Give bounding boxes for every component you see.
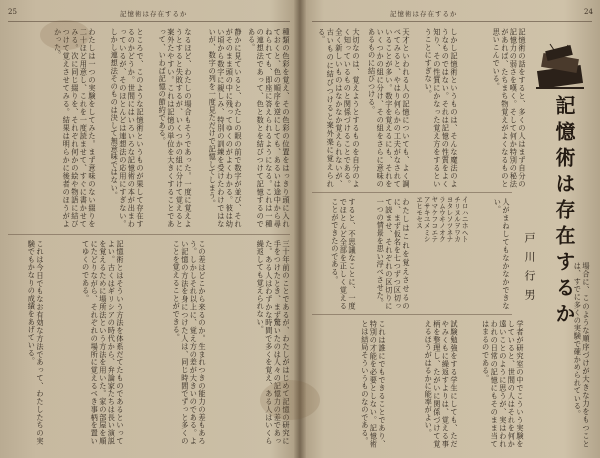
books-illustration	[532, 42, 588, 94]
right-text-column-11: これは誰にでもできることであり、特別の才能を必要としない。記憶術とは結局そういうものなのである。	[360, 320, 387, 448]
left-text-column-4: ところで、このような記憶術というものが果して存在するのかどうか。世間にはいろいろな記憶術の本が出まわっているが、そのほとんどは連想法の応用にすぎない。しかし連想法そのものは決して無意味ではない。	[110, 28, 145, 228]
right-text-column-1: 記憶術の話をすると、多くの人はまず自分の記憶力の弱さを嘆く。そして何か特別の秘法があれば、たちまち物覚えがよくなるものと思いこんでいる。	[492, 28, 527, 188]
right-head-rule	[312, 21, 592, 22]
kana-list-item: ラムウヰノオク	[437, 196, 446, 243]
kana-list-item: ヤマケフコエテ	[429, 196, 438, 243]
left-text-column-6: 三十年前のことであるが、わたしがはじめて記憶の研究に手をつけたとき、まず驚いたのは人々の記憶力の差であった。ある人はわずかな時間で多くを覚え、ある人はいくら繰返しても覚えられない。	[256, 240, 291, 445]
right-page-number: 24	[584, 8, 593, 16]
left-running-head: 記憶術は存在するか	[120, 10, 188, 18]
right-text-column-10: 試験勉強をする学生にしても、ただやみくもに繰返すよりは、覚える事柄を整理し、たがいに関係づけて覚えるほうがはるかに能率がよい。	[424, 320, 459, 448]
article-title: 記憶術は存在するか	[552, 95, 576, 329]
right-text-column-3: 天才といわれる人の記憶についても、よく調べてみると、やはり何らかの工夫がなされていることが多い。数字を覚えるにも、それをいくつかの組に分け、その組をさらに意味のあるものに結びつける。	[367, 28, 411, 188]
kana-list-item: チリヌルヲワカ	[452, 196, 461, 243]
paper-stain	[40, 20, 90, 50]
kana-list-item: アサキユメミシ	[422, 196, 431, 243]
kana-list-item: ヨタレソツネナ	[444, 196, 453, 243]
kana-list	[414, 196, 467, 242]
right-upper-divider	[312, 192, 512, 193]
left-text-column-9: これは今日でもなお有効な方法であって、わたしたちの実験でもかなりの成績をあげている。	[27, 240, 45, 445]
right-text-column-6: わたしはこれを覚えさせるのに、まず仮名を七つずつ区切って読ませ、それぞれの区切りに一つの情景を思い浮べさせた。	[376, 198, 411, 310]
left-page-number: 25	[8, 8, 17, 16]
right-text-column-4: 大切なのは、覚えようとするものを自分のよく知っているものと関係づけることである。全く新しいものはなかなか覚えられないが、古いものに結びつけると案外楽に覚えられる。	[317, 28, 361, 188]
kana-list-item: イロハニホヘト	[460, 196, 469, 243]
right-text-column-2: しかし記憶術というものは、そんな魔法のようなものではない。それは記憶の性質をよく知り、その性質にかなった覚え方をするということにすぎない。	[424, 28, 459, 188]
right-lower-divider	[312, 314, 512, 315]
right-text-column-7: すると、不思議なことに、一度でほとんど全部を正しく覚えることができたのである。	[330, 198, 357, 310]
right-text-column-5: 人がまねしてもなかなかできない。	[493, 198, 511, 310]
kana-list-item: ヱヒモセス	[414, 196, 423, 229]
left-text-column-1: 種類の色彩を覚え、その色彩の位置をはっきり頭に入れておくと、色の順序を逆にしても、あるいは途中から尋ねられても、即座に答えられるようになる。これは一種の連想法であって、色と数とを結びつけて記憶するのである。	[247, 28, 291, 228]
left-page	[0, 0, 296, 458]
left-column-divider	[8, 234, 290, 235]
left-text-column-7: この差はどこから来るのか。生まれつきの能力の差もあろう。しかしそれ以上に、覚え方の差が大きいのである。よい記憶の方法を身につけた人は、同じ時間でずっと多くのことを覚えることができる。	[172, 240, 207, 445]
left-text-column-8: 記憶術とはそういう方法を体系だてたものであるといってよい。古くはギリシアの時代から、弁論家たちは長い演説を覚えるために場所法という方法を用いた。家の部屋を順にたどりながら、それぞれの場所に覚えるべき事柄を置いてゆくのである。	[81, 240, 125, 445]
paper-stain	[260, 380, 320, 420]
right-running-head: 記憶術は存在するか	[390, 10, 458, 18]
left-text-column-3: なるほど、わたしの場合もそうであった。一度に覚えようとすると失敗するが、いくつかの組に分けて覚えると案外たやすい。これは記憶の単位を大きくすることであって、いわば記憶の節約である。	[158, 28, 193, 228]
right-text-column-8: 場合に、このような順序づけが大きな力をもつことは、すでに多くの実験で確かめられている。	[573, 262, 591, 448]
right-text-column-9: 学者が研究室の中でこういう実験をしていると、世間の人はそれを何か遠いことのように思うが、実はわれわれの日常の記憶にもそのまま当てはまるのである。	[481, 320, 525, 448]
left-text-column-2: 静かに見ていると、わたしの眼の前で数字が並び、それがそのまま頭の中に残ってゆくのがよくわかる。彼は幼い頃から数字に親しみ、特別の訓練を受けたわけではないが、数字の列を一度見ただけで記憶してしまう。	[208, 28, 243, 228]
article-author: 戸川行男	[523, 232, 536, 308]
left-text-column-5: わたしは一つの実験をしてみた。まず意味のない綴りを二十ほど用意し、これを一度読ませて、すぐに書かせてみる。次に同じ綴りを、それぞれ何かの絵や物語に結びつけて覚えさせてみる。結果は明らかに後者のほうがよかった。	[53, 28, 97, 228]
